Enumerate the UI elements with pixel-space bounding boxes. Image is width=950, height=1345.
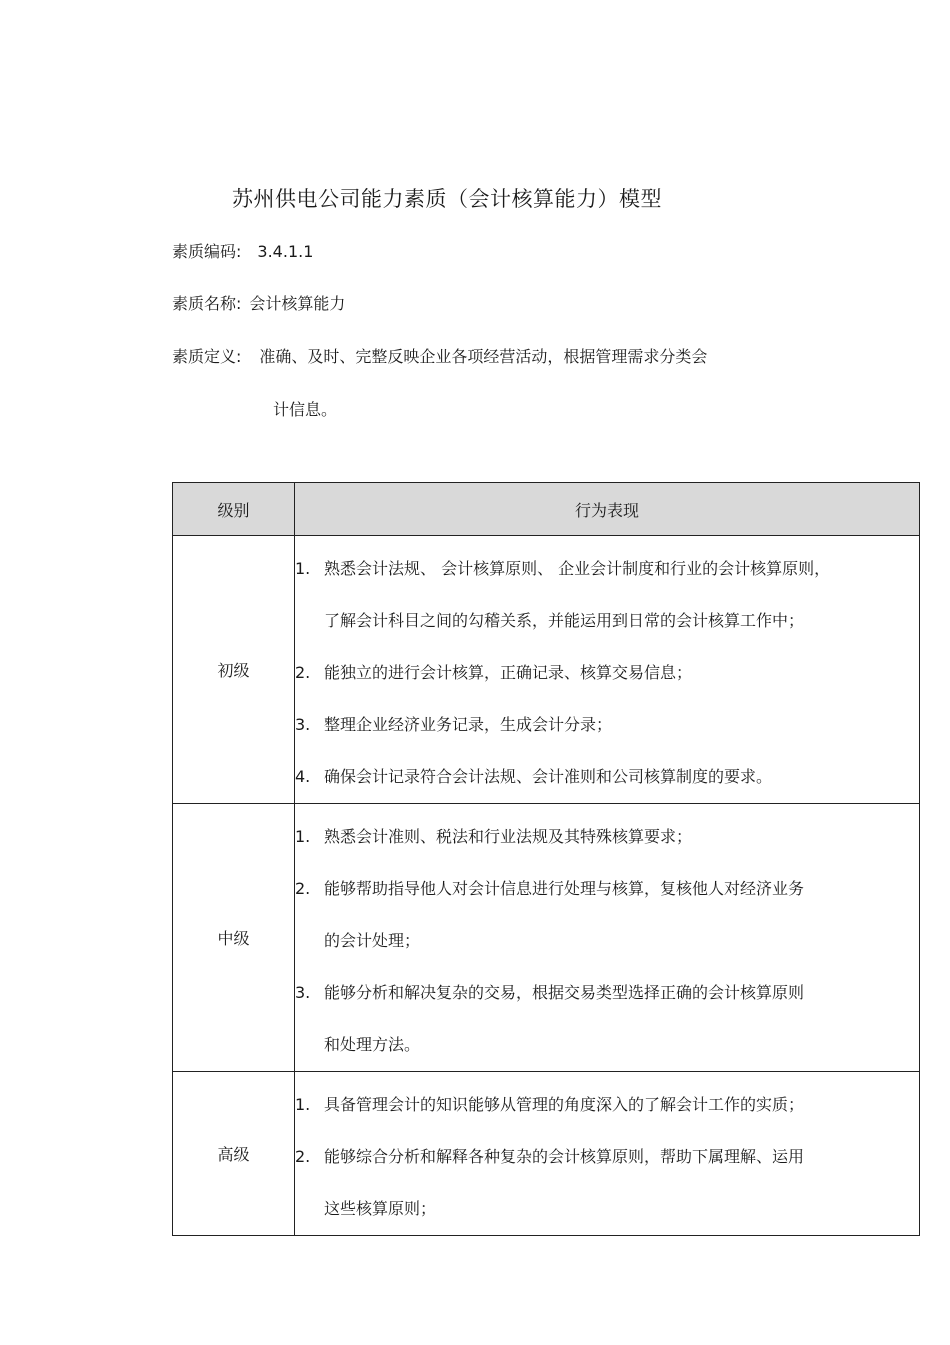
list-item [295, 967, 919, 1071]
list-item-number: 1. [295, 1095, 311, 1114]
behavior-column-header: 行为表现 [295, 483, 920, 536]
competency-code-label: 素质编码: [172, 242, 242, 261]
list-item-text-line: 这些核算原则； [324, 1199, 437, 1218]
list-item-text-line: 整理企业经济业务记录，生成会计分录； [324, 715, 613, 734]
list-item-number: 3. [295, 983, 311, 1002]
list-item [295, 543, 919, 647]
list-item-text-line: 和处理方法。 [324, 1035, 421, 1054]
level-column-header: 级别 [173, 483, 295, 536]
competency-name-row [172, 291, 345, 314]
list-item [295, 751, 919, 803]
list-item-number: 2. [295, 1147, 311, 1166]
list-item [295, 647, 919, 699]
list-item-text-line: 能够分析和解决复杂的交易，根据交易类型选择正确的会计核算原则 [324, 983, 805, 1002]
competency-definition-row [172, 344, 707, 367]
list-item-text-line: 具备管理会计的知识能够从管理的角度深入的了解会计工作的实质； [324, 1095, 805, 1114]
level-cell: 中级 [173, 804, 295, 1072]
competency-name-label: 素质名称: [172, 294, 242, 313]
competency-code-row [172, 239, 313, 262]
list-item [295, 1079, 919, 1131]
competency-definition-label: 素质定义: [172, 347, 242, 366]
list-item [295, 1131, 919, 1235]
list-item-number: 2. [295, 879, 311, 898]
list-item [295, 863, 919, 967]
list-item-number: 1. [295, 827, 311, 846]
behavior-list [295, 1072, 919, 1235]
list-item-number: 4. [295, 767, 311, 786]
list-item-number: 2. [295, 663, 311, 682]
table-body [173, 536, 920, 1236]
list-item-text-line: 熟悉会计准则、税法和行业法规及其特殊核算要求； [324, 827, 693, 846]
competency-definition-continuation: 计信息。 [273, 400, 338, 419]
behavior-list [295, 536, 919, 803]
competency-name-value: 会计核算能力 [249, 294, 346, 313]
table-header-row [173, 483, 920, 536]
list-item-text-line: 能够综合分析和解释各种复杂的会计核算原则，帮助下属理解、运用 [324, 1147, 805, 1166]
list-item-text-line: 能够帮助指导他人对会计信息进行处理与核算，复核他人对经济业务 [324, 879, 805, 898]
competency-definition-value: 准确、及时、完整反映企业各项经营活动，根据管理需求分类会 [259, 347, 708, 366]
table-row-intermediate [173, 804, 920, 1072]
list-item-text-line: 的会计处理； [324, 931, 421, 950]
list-item [295, 699, 919, 751]
behavior-cell [295, 1072, 920, 1236]
list-item [295, 811, 919, 863]
list-item-text-line: 了解会计科目之间的勾稽关系，并能运用到日常的会计核算工作中； [324, 611, 805, 630]
behavior-cell [295, 804, 920, 1072]
list-item-text-line: 确保会计记录符合会计法规、会计准则和公司核算制度的要求。 [324, 767, 773, 786]
list-item-text-line: 熟悉会计法规、 会计核算原则、 企业会计制度和行业的会计核算原则， [324, 559, 831, 578]
behavior-table [172, 482, 920, 1236]
list-item-number: 1. [295, 559, 311, 578]
behavior-cell [295, 536, 920, 804]
behavior-list [295, 804, 919, 1071]
table-row-senior [173, 1072, 920, 1236]
list-item-number: 3. [295, 715, 311, 734]
competency-code-value: 3.4.1.1 [257, 242, 314, 261]
list-item-text-line: 能独立的进行会计核算，正确记录、核算交易信息； [324, 663, 693, 682]
level-cell: 初级 [173, 536, 295, 804]
document-title: 苏州供电公司能力素质（会计核算能力）模型 [232, 187, 662, 211]
table-row-junior [173, 536, 920, 804]
level-cell: 高级 [173, 1072, 295, 1236]
